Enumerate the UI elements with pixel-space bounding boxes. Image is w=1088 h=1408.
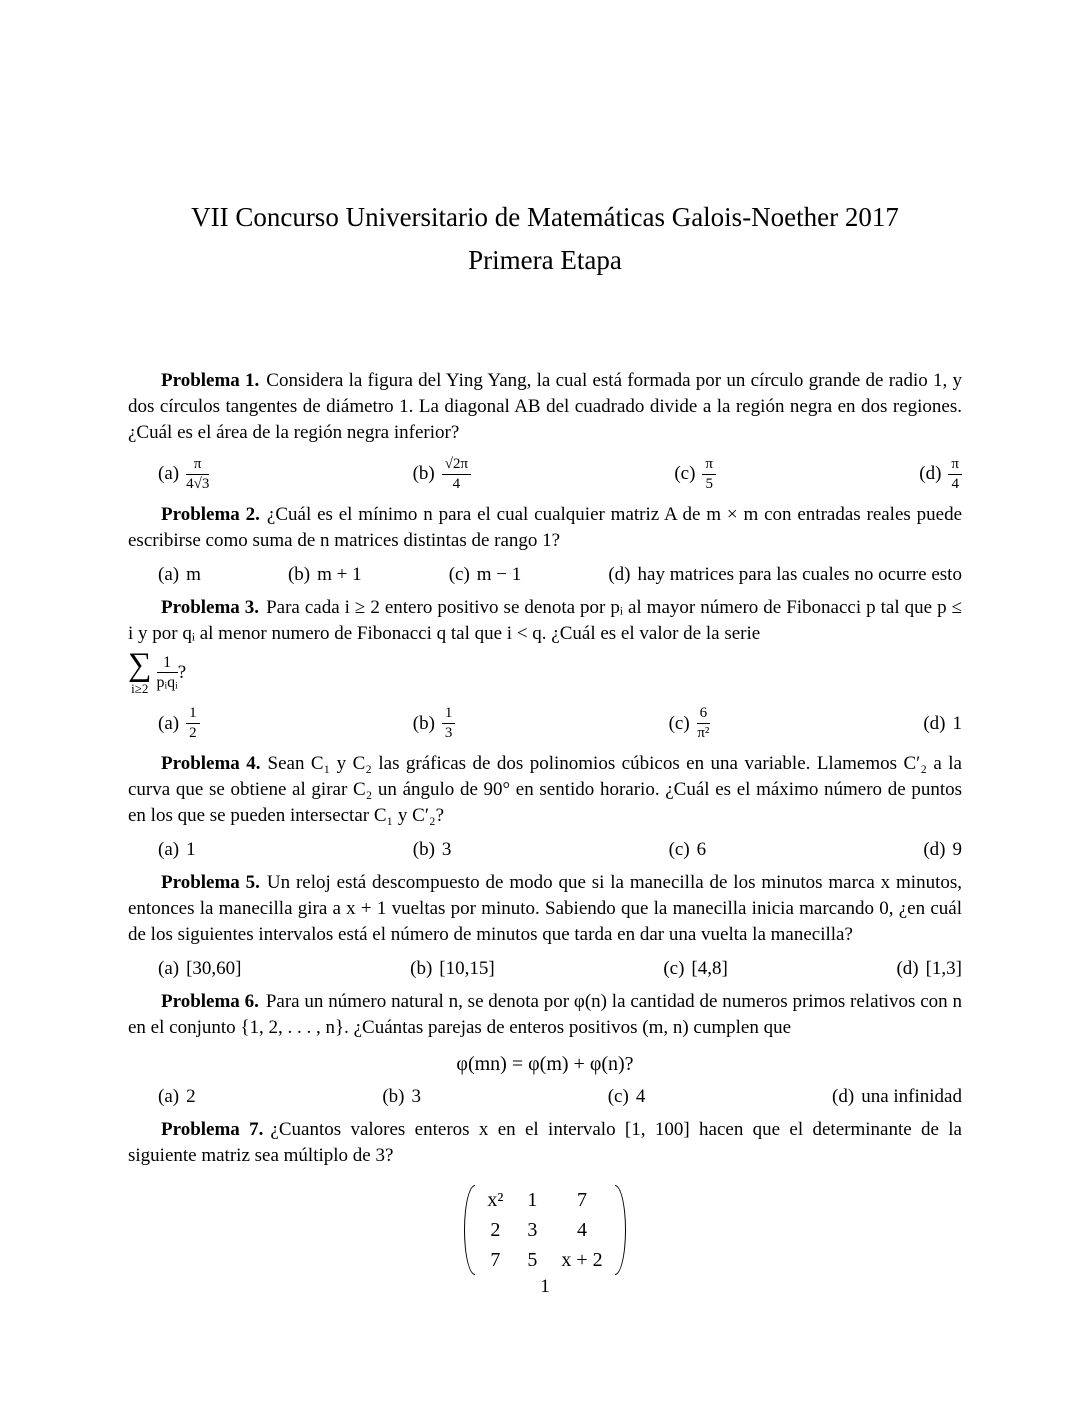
- problem-2-option-a: [158, 564, 201, 586]
- problem-6: [128, 989, 962, 1108]
- fraction: [186, 456, 209, 493]
- option-label: (a): [158, 463, 180, 485]
- fraction-numerator: 6: [697, 705, 711, 724]
- option-label: (a): [158, 563, 180, 585]
- fraction-denominator: 3: [444, 725, 453, 742]
- matrix-row: [475, 1185, 614, 1215]
- problem-1-option-c: [674, 456, 716, 493]
- problem-4-options: [128, 839, 962, 861]
- option-label: (a): [158, 712, 180, 734]
- option-value: [4,8]: [691, 957, 728, 979]
- problem-4-label: Problema 4.: [161, 752, 261, 774]
- problem-4-option-a: [158, 839, 196, 861]
- option-label: (c): [668, 838, 690, 860]
- fraction-denominator: π²: [697, 725, 710, 742]
- option-label: (b): [382, 1085, 405, 1107]
- exam-sheet: [128, 0, 962, 1408]
- option-value: 4: [635, 1085, 646, 1107]
- problem-2-body: ¿Cuál es el mínimo n para el cual cualquier matriz A de m × m con entradas reales puede escribirse como suma de n matrices distintas de rango 1?: [128, 503, 962, 551]
- option-label: (a): [158, 838, 180, 860]
- problem-4-text: [128, 751, 962, 829]
- problem-3: [128, 595, 962, 742]
- problem-1-options: [128, 456, 962, 493]
- fraction-denominator: 2: [189, 725, 197, 742]
- problem-5-label: Problema 5.: [161, 871, 260, 893]
- fraction: [948, 456, 962, 493]
- document-subtitle: Primera Etapa: [468, 245, 622, 275]
- fraction: [442, 456, 471, 493]
- matrix-cell: 7: [577, 1188, 587, 1211]
- problem-5: [128, 870, 962, 980]
- problem-4-option-b: [413, 839, 452, 861]
- problems-list: [128, 368, 962, 1275]
- problem-3-label: Problema 3.: [161, 596, 260, 618]
- matrix-cell: 1: [527, 1188, 538, 1211]
- problem-3-option-c: [669, 705, 711, 742]
- problem-7-text: [128, 1117, 962, 1169]
- problem-1-option-b: [413, 456, 471, 493]
- problem-5-body: Un reloj está descompuesto de modo que si la manecilla de los minutos marca x minutos, entonces la manecilla gira a x + 1 vueltas por minuto. Sabiendo que la manecilla inicia marcando 0, ¿en cuál de los siguientes intervalos está el número de minutos que tarda en dar una vuelta la manecilla?: [128, 871, 962, 945]
- problem-4-option-d: [923, 839, 962, 861]
- option-value: 9: [952, 838, 962, 860]
- option-label: (d): [608, 563, 631, 585]
- matrix-cell: 3: [527, 1218, 538, 1241]
- fraction-denominator: 4√3: [186, 475, 210, 492]
- problem-4-body: Sean C₁ y C₂ las gráficas de dos polinomios cúbicos en una variable. Llamemos C′₂ a la curva que se obtiene al girar C₂ un ángulo de 90° en sentido horario. ¿Cuál es el máximo número de puntos en los que se pueden intersectar C₁ y C′₂?: [128, 752, 962, 826]
- fraction-denominator: 4: [951, 475, 959, 492]
- option-label: (c): [668, 712, 690, 734]
- title-block: [128, 0, 962, 282]
- option-label: (c): [663, 957, 685, 979]
- problem-2-option-d: [608, 564, 962, 586]
- page-number: 1: [540, 1276, 550, 1297]
- problem-6-option-a: [158, 1086, 196, 1108]
- option-value: 2: [186, 1085, 196, 1107]
- summation-symbol: [128, 646, 152, 697]
- problem-3-body: Para cada i ≥ 2 entero positivo se denota por pᵢ al mayor número de Fibonacci p tal que p ≤ i y por qᵢ al menor numero de Fibonacci q tal que i < q. ¿Cuál es el valor de la serie: [128, 596, 962, 644]
- option-label: (d): [896, 957, 919, 979]
- matrix-cell: 2: [490, 1218, 501, 1241]
- fraction: [186, 705, 200, 742]
- problem-3-option-d: [923, 713, 962, 735]
- option-value: 1: [186, 838, 196, 860]
- option-value: m + 1: [317, 563, 362, 585]
- option-value: m: [186, 563, 201, 585]
- option-label: (c): [674, 463, 696, 485]
- problem-2-option-c: [449, 564, 522, 586]
- option-label: (b): [412, 838, 435, 860]
- problem-1-option-a: [158, 456, 209, 493]
- fraction: [702, 456, 716, 493]
- matrix-cell: 4: [577, 1218, 587, 1241]
- problem-4: [128, 751, 962, 861]
- option-label: (c): [448, 563, 470, 585]
- problem-2-options: [128, 564, 962, 586]
- matrix-row: [475, 1245, 614, 1275]
- problem-5-option-d: [896, 958, 962, 980]
- option-label: (c): [607, 1085, 629, 1107]
- matrix-display: [128, 1185, 962, 1275]
- problem-1-body: Considera la figura del Ying Yang, la cual está formada por un círculo grande de radio 1, y dos círculos tangentes de diámetro 1. La diagonal AB del cuadrado divide a la región negra en dos regiones. ¿Cuál es el área de la región negra inferior?: [128, 370, 962, 443]
- fraction: [157, 654, 178, 693]
- problem-1-label: Problema 1.: [161, 370, 260, 391]
- problem-6-label: Problema 6.: [161, 990, 259, 1012]
- fraction-denominator: 5: [705, 475, 713, 492]
- option-label: (b): [410, 957, 433, 979]
- option-label: (a): [158, 1085, 180, 1107]
- option-label: (b): [287, 563, 311, 585]
- summation-subscript: i≥2: [131, 681, 149, 697]
- problem-6-text: [128, 989, 962, 1041]
- option-value: [30,60]: [186, 957, 242, 979]
- fraction: [442, 705, 456, 742]
- fraction-denominator: 4: [452, 475, 461, 492]
- option-label: (b): [412, 463, 435, 485]
- problem-6-option-b: [382, 1086, 421, 1108]
- totient-equation: φ(mn) = φ(m) + φ(n)?: [456, 1052, 634, 1075]
- option-value: 6: [696, 838, 707, 860]
- matrix-cell: x²: [487, 1188, 504, 1211]
- problem-2-option-b: [288, 564, 362, 586]
- fraction-numerator: π: [186, 456, 209, 475]
- right-paren: [615, 1185, 626, 1275]
- problem-3-options: [128, 705, 962, 742]
- option-label: (d): [923, 838, 946, 860]
- problem-7: [128, 1117, 962, 1275]
- option-value: 3: [441, 838, 452, 860]
- fraction-numerator: 1: [157, 654, 178, 674]
- problem-6-option-c: [608, 1086, 646, 1108]
- fraction-numerator: π: [948, 456, 962, 475]
- option-value: 1: [952, 712, 962, 734]
- problem-4-option-c: [669, 839, 707, 861]
- problem-1: [128, 368, 962, 493]
- problem-3-text: [128, 595, 962, 647]
- problem-7-label: Problema 7.: [161, 1118, 264, 1140]
- option-value: 3: [411, 1085, 421, 1107]
- fraction: [697, 705, 711, 742]
- option-value: hay matrices para las cuales no ocurre esto: [637, 563, 962, 585]
- option-value: una infinidad: [861, 1085, 962, 1107]
- matrix-row: [475, 1215, 614, 1245]
- problem-2: [128, 502, 962, 586]
- series-question-mark: ?: [177, 662, 187, 684]
- option-value: [1,3]: [925, 957, 962, 979]
- problem-1-text: [128, 368, 962, 446]
- problem-5-option-b: [410, 958, 495, 980]
- option-label: (b): [412, 712, 435, 734]
- problem-7-body: ¿Cuantos valores enteros x en el intervalo [1, 100] hacen que el determinante de la siguiente matriz sea múltiplo de 3?: [128, 1118, 962, 1166]
- series-expression: [128, 646, 962, 697]
- problem-1-option-d: [919, 456, 962, 493]
- matrix: [464, 1185, 625, 1275]
- fraction-numerator: 1: [442, 705, 456, 724]
- left-paren: [464, 1185, 475, 1275]
- problem-5-options: [128, 958, 962, 980]
- problem-5-option-c: [663, 958, 728, 980]
- option-label: (d): [919, 463, 942, 485]
- problem-3-option-a: [158, 705, 200, 742]
- option-value: [10,15]: [439, 957, 495, 979]
- problem-5-option-a: [158, 958, 242, 980]
- option-label: (a): [158, 957, 180, 979]
- problem-6-options: [128, 1086, 962, 1108]
- option-label: (d): [832, 1085, 855, 1107]
- problem-5-text: [128, 870, 962, 948]
- sigma-glyph: ∑: [128, 646, 152, 683]
- fraction-numerator: 1: [186, 705, 200, 724]
- matrix-cell: x + 2: [561, 1248, 603, 1271]
- option-label: (d): [923, 712, 946, 734]
- document-title: VII Concurso Universitario de Matemáticas Galois-Noether 2017: [191, 202, 899, 232]
- option-value: m − 1: [476, 563, 522, 585]
- fraction-denominator: pᵢqᵢ: [156, 674, 178, 692]
- problem-2-text: [128, 502, 962, 554]
- fraction-numerator: √2π: [442, 456, 471, 475]
- fraction-numerator: π: [702, 456, 716, 475]
- matrix-cell: 7: [490, 1248, 501, 1271]
- problem-3-option-b: [413, 705, 456, 742]
- matrix-table: [475, 1185, 614, 1275]
- matrix-cell: 5: [527, 1248, 538, 1271]
- problem-6-body: Para un número natural n, se denota por φ(n) la cantidad de numeros primos relativos con n en el conjunto {1, 2, . . . , n}. ¿Cuántas parejas de enteros positivos (m, n) cumplen que: [128, 990, 962, 1038]
- problem-2-label: Problema 2.: [161, 503, 260, 525]
- problem-6-option-d: [832, 1086, 962, 1108]
